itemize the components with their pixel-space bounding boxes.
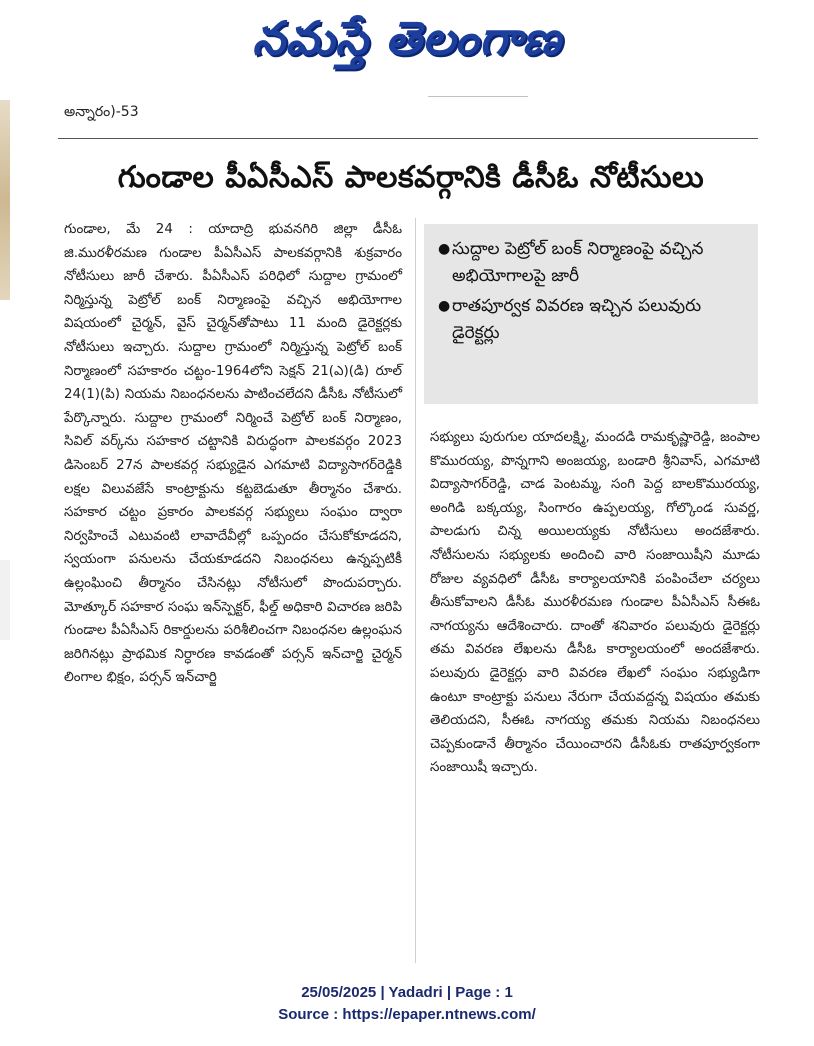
article-headline: గుండాల పీఏసీఎస్ పాలకవర్గానికి డీసీఓ నోటీసులు: [117, 160, 705, 195]
highlight-item: [438, 293, 746, 347]
footer-source: Source : https://epaper.ntnews.com/: [278, 1006, 536, 1023]
previous-article-fragment: అన్నారం)-53: [64, 104, 139, 120]
article-body-right: సభ్యులు పురుగుల యాదలక్ష్మి, మందడి రామకృష్ణారెడ్డి, జంపాల కొమురయ్య, పొన్నగాని అంజయ్య, బండారి శ్రీనివాస్, ఎగమాటి విద్యాసాగర్‌రెడ్డి, చాడ పెంటమ్మ, సంగి పెద్ద బాలకొమురయ్య, అంగిడి బక్కయ్య, సింగారం ఉప్పలయ్య, గోల్కొండ సువర్ణ, పాలడుగు చిన్న అయిలయ్యకు నోటీసులు అందజేశారు. నోటీసులను సభ్యులకు అందించి వారి సంజాయిషీని మూడు రోజుల వ్యవధిలో డీసీఓ కార్యాలయానికి పంపించేలా చర్యలు తీసుకోవాలని డీసీఓ మురళీరమణ గుండాల పీఏసీఎస్ సీఈఓ నాగయ్యను ఆదేశించారు. దాంతో శనివారం పలువురు డైరెక్టర్లు తమ వివరణ లేఖలను డీసీఓ కార్యాలయంలో అందజేశారు. పలువురు డైరెక్టర్లు వారి వివరణ లేఖలో సంఘం సభ్యుడిగా ఉంటూ కాంట్రాక్టు పనులు నేరుగా చేయవద్దన్న విషయం తమకు తెలియదని, సీఈఓ నాగయ్య తమకు నియమ నిబంధనలు చెప్పకుండానే తీర్మానం చేయించారని డీసీఓకు రాతపూర్వకంగా సంజాయిషీ ఇచ్చారు.: [430, 430, 760, 776]
highlight-item: [438, 236, 746, 290]
newspaper-logo: నమస్తే తెలంగాణ: [252, 11, 562, 65]
adjacent-page-edge: [0, 560, 10, 640]
bullet-icon: ●: [438, 298, 451, 314]
cropped-text-fragment: [428, 96, 528, 105]
article-column-right: [430, 426, 760, 780]
news-clipping: [58, 96, 764, 976]
highlight-text: రాతపూర్వక వివరణ ఇచ్చిన పలువురు డైరెక్టర్లు: [452, 296, 702, 343]
article-column-left: [64, 218, 402, 690]
highlights-box: [424, 224, 758, 404]
article-body-left: గుండాల, మే 24 : యాదాద్రి భువనగిరి జిల్లా డీసీఓ జి.మురళీరమణ గుండాల పీఏసీఎస్ పాలకవర్గానికి శుక్రవారం నోటీసులు జారీ చేశారు. పీఏసీఎస్ పరిధిలో సుద్దాల గ్రామంలో నిర్మిస్తున్న పెట్రోల్ బంక్ నిర్మాణంపై వచ్చిన అభియోగాల విషయంలో చైర్మన్, వైస్ చైర్మన్‌తోపాటు 11 మంది డైరెక్టర్లకు నోటీసులు ఇచ్చారు. సుద్దాల గ్రామంలో నిర్మిస్తున్న పెట్రోల్ బంక్ నిర్మాణంలో సహకారం చట్టం-1964లోని సెక్షన్ 21(ఎ)(డి) రూల్ 24(1)(పి) నియమ నిబంధనలను పాటించలేదని డీసీఓ నోటీసులో పేర్కొన్నారు. సుద్దాల గ్రామంలో నిర్మించే పెట్రోల్ బంక్ నిర్మాణం, సివిల్ వర్క్‌ను సహకార చట్టానికి విరుద్ధంగా పాలకవర్గం 2023 డిసెంబర్ 27న పాలకవర్గ సభ్యుడైన ఎగమాటి విద్యాసాగర్‌రెడ్డికి లక్షల విలువజేసే కాంట్రాక్టును కట్టబెడుతూ తీర్మానం చేశారు. సహకార చట్టం ప్రకారం పాలకవర్గ సభ్యులు సంఘం ద్వారా నిర్వహించే ఎటువంటి లావాదేవీల్లో ఒప్పందం చేసుకోకూడదని, స్వయంగా పనులను చేయకూడదని నిబంధనలు ఉన్నప్పటికీ ఉల్లంఘించి తీర్మానం చేసినట్లు నోటీసులో పొందుపర్చారు. మోత్కూర్ సహకార సంఘ ఇన్‌స్పెక్టర్, ఫీల్డ్ అధికారి విచారణ జరిపి గుండాల పీఏసీఎస్ రికార్డులను పరిశీలించగా నిబంధనల ఉల్లంఘన జరిగినట్లు ప్రాథమిక నిర్ధారణ కావడంతో పర్సన్ ఇన్‌చార్జి చైర్మన్ లింగాల భిక్షం, పర్సన్ ఇన్‌చార్జి: [64, 222, 402, 686]
divider-rule: [58, 138, 758, 139]
adjacent-page-edge: [0, 100, 10, 300]
masthead: [0, 0, 814, 88]
column-divider: [415, 218, 416, 963]
highlight-text: సుద్దాల పెట్రోల్ బంక్ నిర్మాణంపై వచ్చిన అభియోగాలపై జారీ: [452, 239, 704, 286]
footer-date-edition: 25/05/2025 | Yadadri | Page : 1: [301, 984, 513, 1001]
bullet-icon: ●: [438, 241, 451, 257]
